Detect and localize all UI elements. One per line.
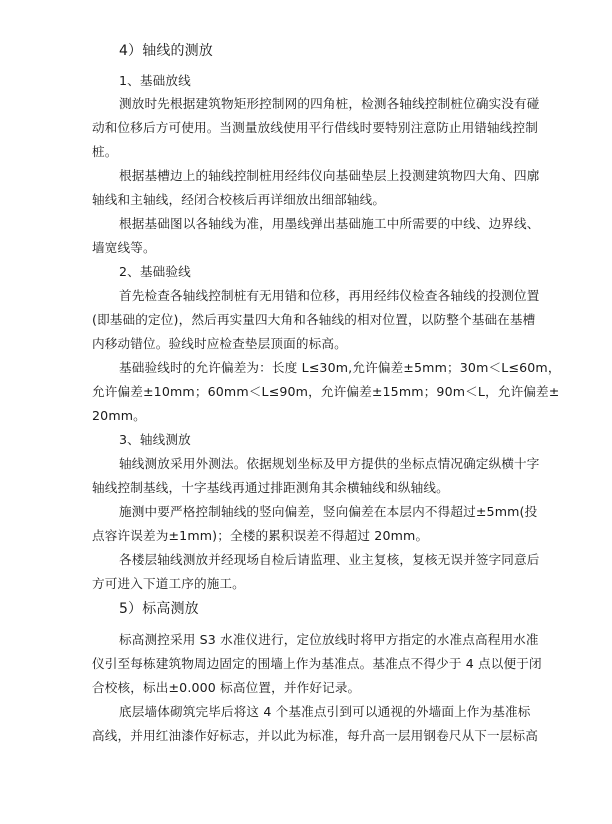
text-line: 测放时先根据建筑物矩形控制网的四角桩，检测各轴线控制桩位确实没有碰	[119, 96, 540, 111]
text-line: 施测中要严格控制轴线的竖向偏差，竖向偏差在本层内不得超过±5mm(投	[119, 504, 538, 519]
text-line: 底层墙体砌筑完毕后将这 4 个基准点引到可以通视的外墙面上作为基准标	[119, 704, 531, 719]
heading-elevation-survey: 5）标高测放	[119, 601, 199, 617]
text-line: 墙宽线等。	[92, 240, 156, 255]
text-line: 桩。	[92, 144, 118, 159]
text-line: 各楼层轴线测放并经现场自检后请监理、业主复核，复核无误并签字同意后	[119, 552, 540, 567]
subheading-foundation-layout: 1、基础放线	[119, 73, 191, 88]
text-line: 根据基础图以各轴线为准，用墨线弹出基础施工中所需要的中线、边界线、	[119, 216, 540, 231]
subheading-foundation-check: 2、基础验线	[119, 264, 191, 279]
text-line: 动和位移后方可使用。当测量放线使用平行借线时要特别注意防止用错轴线控制	[92, 120, 539, 135]
text-line: 基础验线时的允许偏差为：长度 L≤30m,允许偏差±5mm；30m＜L≤60m，	[119, 360, 561, 375]
text-line: 高线，并用红油漆作好标志，并以此为标准，每升高一层用钢卷尺从下一层标高	[92, 728, 539, 743]
text-line: 允许偏差±10mm；60mm＜L≤90m，允许偏差±15mm；90m＜L，允许偏差±	[92, 384, 560, 399]
text-line: 标高测控采用 S3 水准仪进行，定位放线时将甲方指定的水准点高程用水准	[119, 632, 539, 647]
text-line: 方可进入下道工序的施工。	[92, 576, 245, 591]
text-line: 轴线和主轴线，经闭合校核后再详细放出细部轴线。	[92, 192, 386, 207]
text-line: (即基础的定位)，然后再实量四大角和各轴线的相对位置，以防整个基础在基槽	[92, 312, 536, 327]
text-line: 内移动错位。验线时应检查垫层顶面的标高。	[92, 336, 347, 351]
text-line: 首先检查各轴线控制桩有无用错和位移，再用经纬仪检查各轴线的投测位置	[119, 288, 540, 303]
text-line: 20mm。	[92, 408, 146, 423]
text-line: 轴线控制基线，十字基线再通过排距测角其余横轴线和纵轴线。	[92, 480, 449, 495]
heading-axis-survey: 4）轴线的测放	[119, 43, 213, 59]
text-line: 根据基槽边上的轴线控制桩用经纬仪向基础垫层上投测建筑物四大角、四廓	[119, 168, 540, 183]
text-line: 仪引至每栋建筑物周边固定的围墙上作为基准点。基准点不得少于 4 点以便于闭	[92, 656, 542, 671]
text-line: 点容许误差为±1mm)；全楼的累积误差不得超过 20mm。	[92, 528, 429, 543]
subheading-axis-layout: 3、轴线测放	[119, 432, 191, 447]
text-line: 轴线测放采用外测法。依据规划坐标及甲方提供的坐标点情况确定纵横十字	[119, 456, 540, 471]
text-line: 合校核，标出±0.000 标高位置，并作好记录。	[92, 680, 361, 695]
